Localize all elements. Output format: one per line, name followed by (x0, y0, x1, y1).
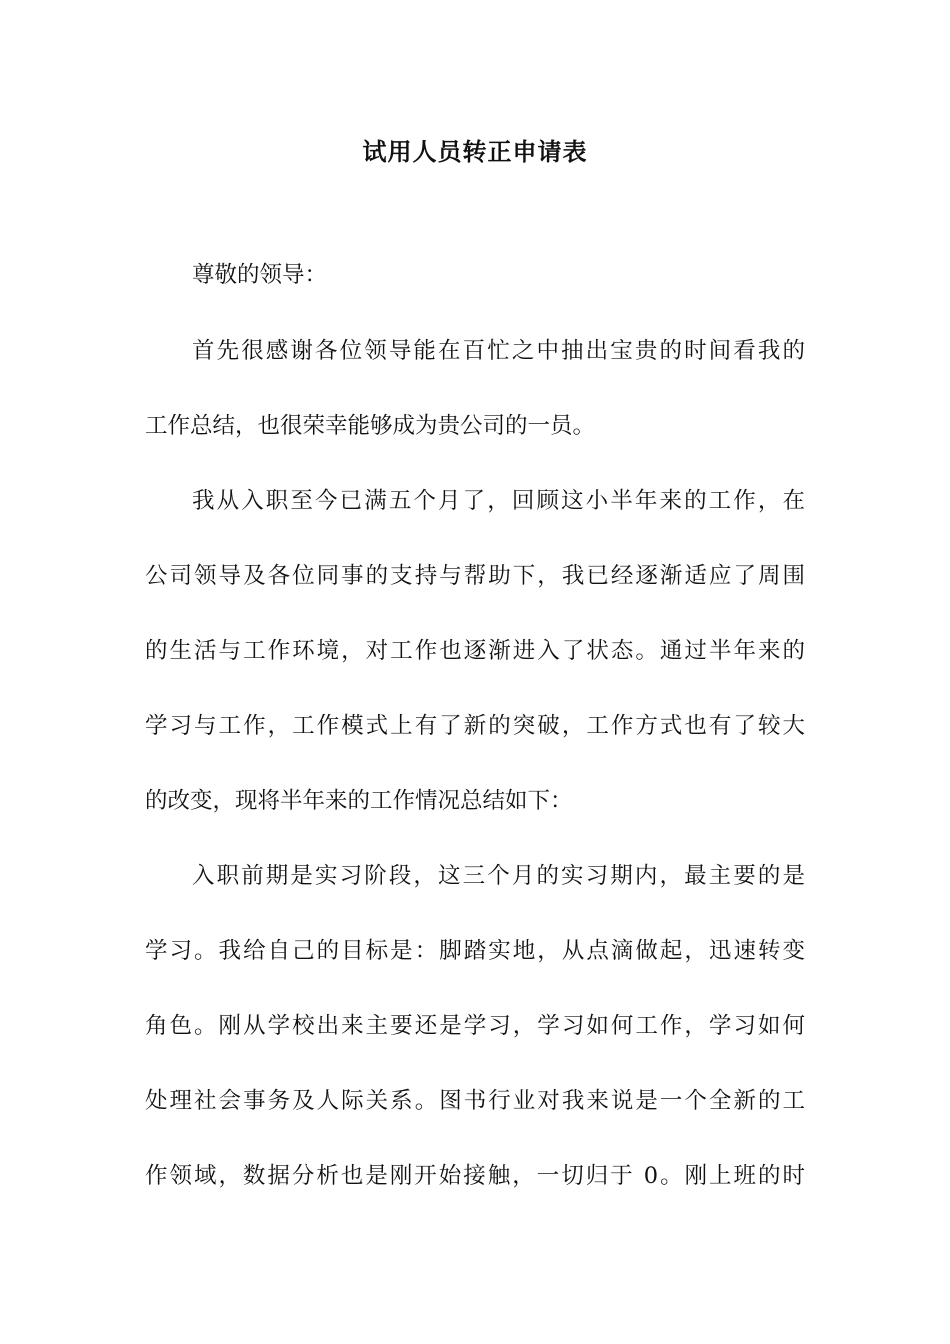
body-line: 工作总结，也很荣幸能够成为贵公司的一员。 (145, 413, 596, 439)
body-line: 角色。刚从学校出来主要还是学习，学习如何工作，学习如何 (145, 1013, 805, 1039)
body-line: 的生活与工作环境，对工作也逐渐进入了状态。通过半年来的 (145, 638, 805, 664)
body-line: 学习。我给自己的目标是：脚踏实地，从点滴做起，迅速转变 (145, 938, 805, 964)
body-line: 公司领导及各位同事的支持与帮助下，我已经逐渐适应了周围 (145, 563, 805, 589)
body-line: 作领域，数据分析也是刚开始接触，一切归于 0。刚上班的时 (145, 1163, 805, 1189)
body-line: 的改变，现将半年来的工作情况总结如下： (145, 788, 573, 814)
body-line: 我从入职至今已满五个月了，回顾这小半年来的工作，在 (192, 488, 805, 514)
document-title: 试用人员转正申请表 (362, 137, 588, 166)
body-line: 学习与工作，工作模式上有了新的突破，工作方式也有了较大 (145, 713, 805, 739)
body-line: 首先很感谢各位领导能在百忙之中抽出宝贵的时间看我的 (192, 338, 805, 364)
body-line: 处理社会事务及人际关系。图书行业对我来说是一个全新的工 (145, 1088, 805, 1114)
salutation: 尊敬的领导： (192, 262, 328, 288)
body-line: 入职前期是实习阶段，这三个月的实习期内，最主要的是 (192, 863, 805, 889)
